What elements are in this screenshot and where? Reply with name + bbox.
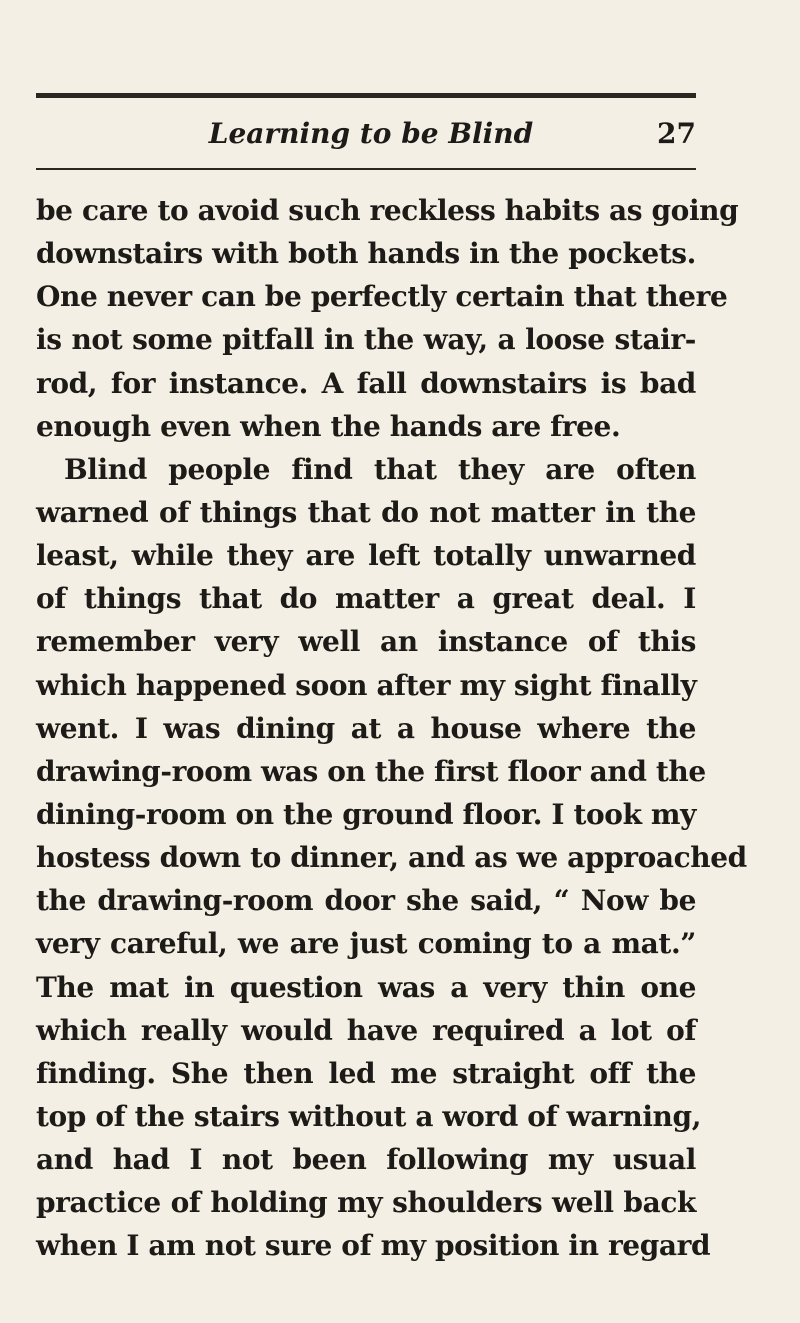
text-line: rod, for instance. A fall downstairs is bad [36,366,696,400]
header-bottom-rule [36,168,696,170]
text-line: remember very well an instance of this [36,625,696,659]
text-line: One never can be perfectly certain that there [36,280,728,314]
running-head [36,114,696,154]
text-line: the drawing-room door she said, “ Now be [36,884,696,918]
text-line: of things that do matter a great deal. I [36,582,696,616]
text-line: warned of things that do not matter in the [36,495,696,529]
text-line: hostess down to dinner, and as we approached [36,841,747,875]
text-line: is not some pitfall in the way, a loose stair- [36,323,696,357]
text-line: downstairs with both hands in the pockets. [36,237,696,271]
text-line: finding. She then led me straight off the [36,1056,696,1090]
text-line: The mat in question was a very thin one [36,970,696,1004]
text-line: be care to avoid such reckless habits as going [36,194,739,227]
text-line: and had I not been following my usual [36,1143,696,1177]
text-line: when I am not sure of my position in regard [36,1229,711,1263]
text-line: least, while they are left totally unwarned [36,539,696,573]
header-top-rule [36,93,696,98]
body-text [36,189,747,1268]
text-line: went. I was dining at a house where the [36,711,696,745]
text-line: dining-room on the ground floor. I took my [36,797,697,831]
text-line: which happened soon after my sight finally [36,668,697,702]
text-line: Blind people find that they are often [64,452,696,486]
text-line: enough even when the hands are free. [36,409,621,443]
text-line: practice of holding my shoulders well back [36,1186,696,1220]
text-line: which really would have required a lot of [36,1013,696,1047]
text-line: drawing-room was on the first floor and the [36,754,706,788]
page-number: 27 [657,117,696,150]
running-title: Learning to be Blind [208,117,534,150]
text-line: very careful, we are just coming to a mat.” [36,927,696,961]
text-line: top of the stairs without a word of warning, [36,1099,702,1133]
